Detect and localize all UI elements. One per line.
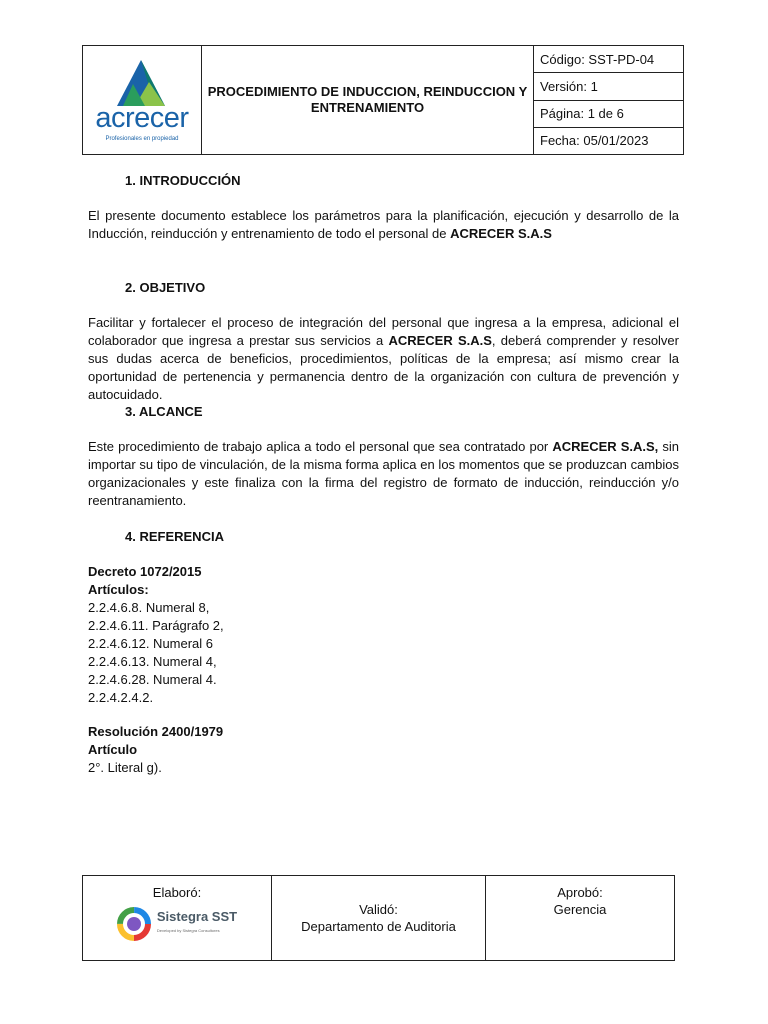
elaboro-label: Elaboró: [152,885,202,900]
elaboro-cell [83,876,272,961]
alcance-text-a: Este procedimiento de trabajo aplica a todo el personal que sea contratado por [88,439,553,454]
section-title-introduccion: 1. INTRODUCCIÓN [125,173,241,188]
valido-label: Validó: [359,902,398,917]
sistegra-name: Sistegra SST [156,909,238,924]
logo-wordmark: acrecer [95,102,189,134]
objetivo-text-a: Facilitar y fortalecer el proceso de integración del personal que ingresa a la empresa, adicional el colaborador que ingresa a prestar sus servicios a [88,315,679,348]
section-text-alcance [88,438,679,510]
resolucion-title: Resolución 2400/1979 [88,724,224,739]
decreto-title: Decreto 1072/2015 [88,564,202,579]
section-title-objetivo: 2. OBJETIVO [125,280,206,295]
date-field: Fecha: 05/01/2023 [534,127,684,154]
decreto-item: 2.2.4.6.12. Numeral 6 [88,636,214,651]
logo-tagline: Profesionales en propiedad [105,136,179,142]
section-text-objetivo [88,314,679,404]
company-name: ACRECER S.A.S, [552,439,659,454]
section-title-alcance: 3. ALCANCE [125,404,203,419]
resolucion-item: 2°. Literal g). [88,760,162,775]
aprobo-cell [486,876,675,961]
objetivo-text-b: , deberá comprender y resolver sus dudas acerca de beneficios, procedimientos, políticas de la empresa; así mismo crear la oportunidad de pertenencia y permanencia dentro de la organización con cultura de prevención y autocuidado. [88,333,679,402]
section-text-introduccion [88,207,679,243]
logo-cell [83,46,202,155]
resolucion-block [88,723,223,777]
decreto-item: 2.2.4.6.11. Parágrafo 2, [88,618,224,633]
company-name: ACRECER S.A.S [450,226,552,241]
decreto-item: 2.2.4.2.4.2. [88,690,154,705]
decreto-subtitle: Artículos: [88,582,149,597]
sistegra-wordmark [157,910,237,938]
section-title-referencia: 4. REFERENCIA [125,529,224,544]
aprobo-label: Aprobó: [557,885,603,900]
decreto-block [88,563,224,707]
sistegra-sub: Developed by Sistegra Consultores [156,928,220,933]
decreto-item: 2.2.4.6.13. Numeral 4, [88,654,217,669]
version-field: Versión: 1 [534,73,684,100]
alcance-text-b: sin importar su tipo de vinculación, de la misma forma aplica en los momentos que se produzcan cambios organizacionales y este finaliza con la firma del registro de formato de inducción, reinducción y/o reentranamiento. [88,439,680,508]
document-title: PROCEDIMIENTO DE INDUCCION, REINDUCCION Y ENTRENAMIENTO [202,46,534,155]
acrecer-logo [83,46,201,154]
codigo-field: Código: SST-PD-04 [534,46,684,73]
resolucion-subtitle: Artículo [88,742,138,757]
valido-cell [272,876,486,961]
sistegra-ring-icon [117,907,151,941]
page-field: Página: 1 de 6 [534,100,684,127]
decreto-item: 2.2.4.6.8. Numeral 8, [88,600,210,615]
valido-name: Departamento de Auditoria [301,919,456,934]
document-header [82,45,684,155]
sistegra-logo [84,907,270,941]
aprobo-name: Gerencia [553,902,607,917]
company-name: ACRECER S.A.S [388,333,492,348]
intro-text: El presente documento establece los parámetros para la planificación, ejecución y desarrollo de la Inducción, reinducción y entrenamiento de todo el personal de [88,208,679,241]
decreto-item: 2.2.4.6.28. Numeral 4. [88,672,217,687]
signature-footer [82,875,675,961]
